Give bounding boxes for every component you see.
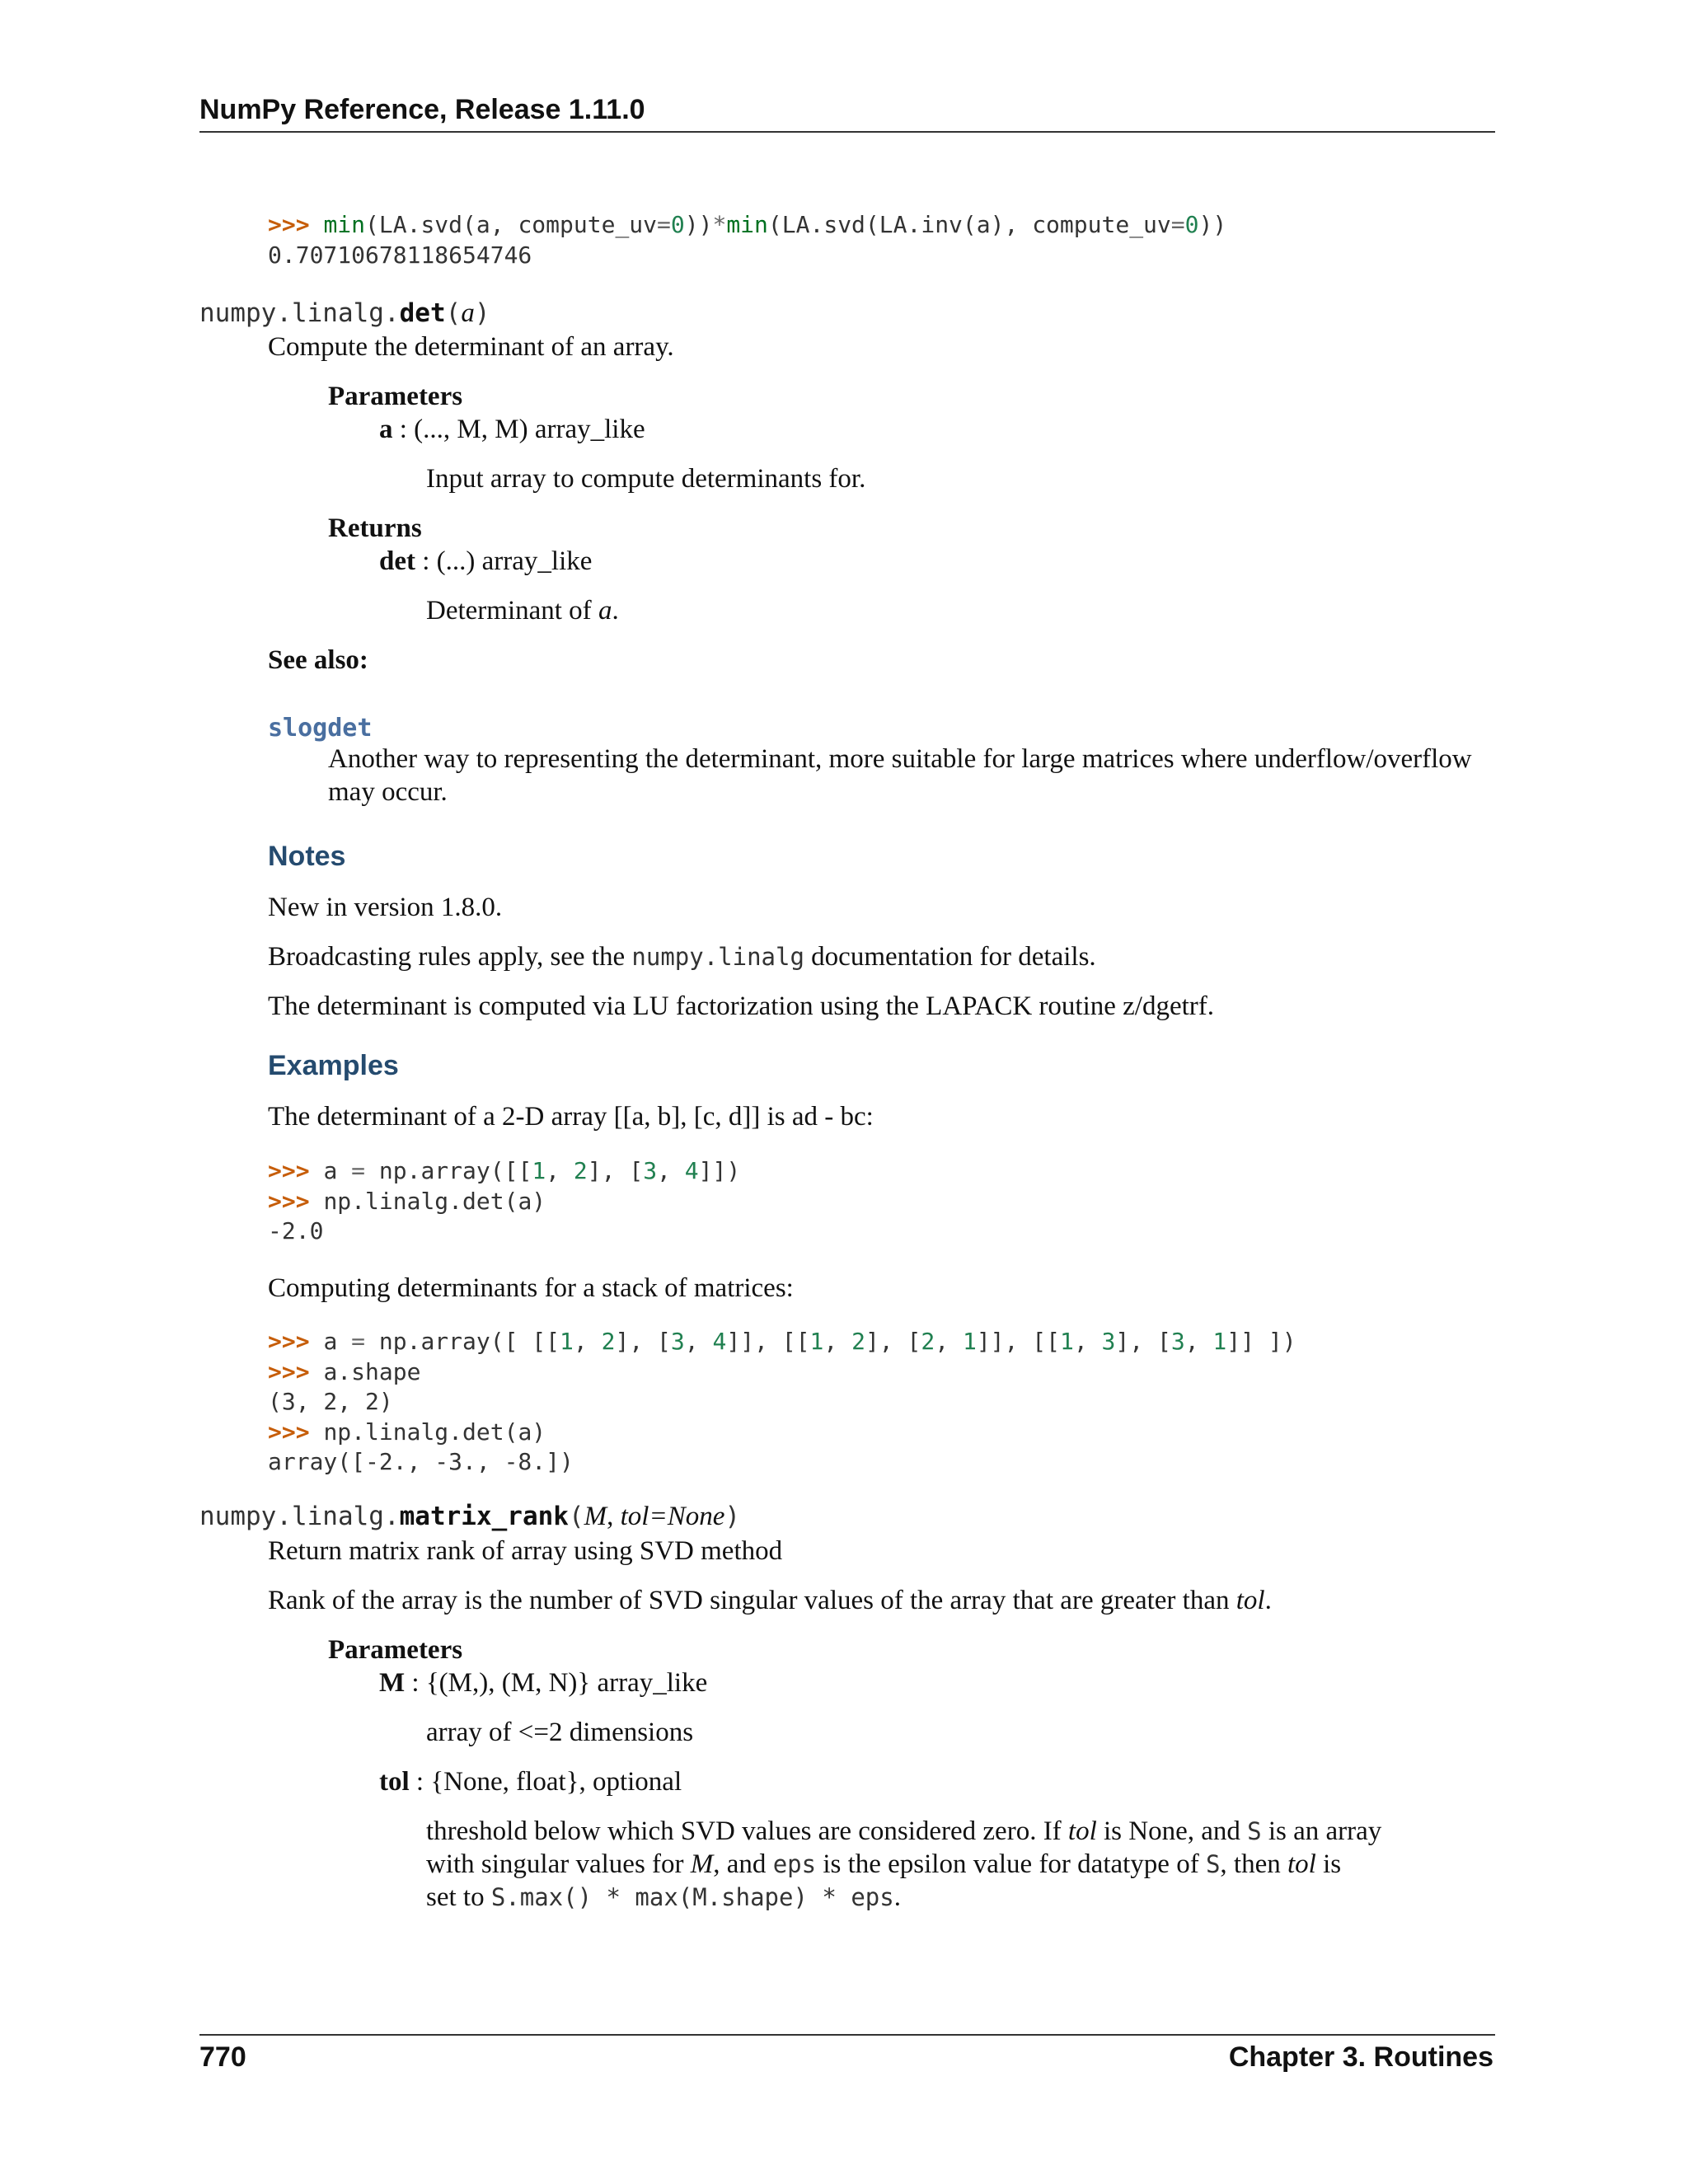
code-token: np.array([ [[ (365, 1328, 560, 1355)
code-token: ]], [[ (726, 1328, 810, 1355)
header-rule (199, 131, 1495, 133)
prompt: >>> (268, 1418, 324, 1446)
param-type: : {None, float}, optional (409, 1767, 682, 1797)
text: , and (713, 1849, 773, 1879)
top-code-block (268, 210, 1226, 270)
code-token: 3 (1101, 1328, 1116, 1355)
matrix-rank-param-M (379, 1666, 707, 1699)
running-header: NumPy Reference, Release 1.11.0 (199, 94, 645, 125)
text: . (612, 596, 619, 626)
prompt: >>> (268, 1157, 324, 1184)
code-token: = (351, 1157, 366, 1184)
footer-rule (199, 2034, 1495, 2036)
examples-intro-1: The determinant of a 2-D array [[a, b], [c, d]] is ad - bc: (268, 1102, 874, 1132)
text: is None, and (1096, 1816, 1248, 1846)
prompt: >>> (268, 211, 324, 238)
det-return-desc (426, 594, 619, 627)
code-token: 3 (670, 1328, 685, 1355)
det-summary: Compute the determinant of an array. (268, 332, 674, 362)
det-see-also-heading: See also: (268, 645, 368, 675)
examples-intro-2: Computing determinants for a stack of matrices: (268, 1273, 794, 1303)
code-token: , (546, 1157, 574, 1184)
det-param-a-desc: Input array to compute determinants for. (426, 464, 866, 494)
text: Determinant of (426, 596, 598, 626)
text: with singular values for (426, 1849, 691, 1879)
tol-desc-line2 (426, 1848, 1341, 1881)
code-token: * (712, 211, 727, 238)
inline-code: S (1205, 1850, 1221, 1878)
param-name: tol (379, 1767, 410, 1797)
text: tol (1236, 1586, 1265, 1615)
code-token: ], [ (615, 1328, 671, 1355)
see-also-desc-line2: may occur. (328, 777, 448, 807)
code-token: 0 (1184, 211, 1199, 238)
code-token: np.array([[ (365, 1157, 532, 1184)
tol-desc-line3 (426, 1881, 901, 1914)
see-also-slogdet-link[interactable] (268, 714, 372, 743)
code-token: ]] ]) (1226, 1328, 1296, 1355)
prompt: >>> (268, 1328, 324, 1355)
prompt: >>> (268, 1357, 324, 1385)
code-token: 2 (573, 1157, 588, 1184)
code-token: , (823, 1328, 852, 1355)
code-token: 4 (712, 1328, 727, 1355)
sig-function-name: det (399, 298, 446, 328)
text: is the epsilon value for datatype of (816, 1849, 1206, 1879)
matrix-rank-summary: Return matrix rank of array using SVD method (268, 1536, 783, 1566)
det-return-det (379, 545, 592, 578)
inline-code: eps (772, 1850, 817, 1878)
param-name: M (379, 1668, 406, 1698)
code-token: ]], [[ (976, 1328, 1060, 1355)
return-name: det (379, 546, 415, 576)
code-output: -2.0 (268, 1217, 324, 1244)
code-token: = (657, 211, 671, 238)
page-number: 770 (199, 2041, 246, 2073)
param-type: : (..., M, M) array_like (392, 415, 645, 444)
sig-paren: ( (568, 1502, 584, 1531)
code-token: , (1184, 1328, 1213, 1355)
matrix-rank-signature (199, 1502, 740, 1532)
code-token: , (573, 1328, 602, 1355)
inline-code: numpy.linalg (631, 943, 804, 971)
code-token: 0 (670, 211, 685, 238)
inline-code: S.max() * max(M.shape) * eps (490, 1883, 894, 1911)
xref-slogdet[interactable]: slogdet (268, 714, 373, 743)
code-token: np.linalg.det(a) (323, 1418, 546, 1446)
det-param-a (379, 413, 645, 446)
code-token: , (657, 1157, 685, 1184)
code-token: 2 (601, 1328, 616, 1355)
det-example-1 (268, 1156, 740, 1247)
code-token: , (684, 1328, 713, 1355)
text: . (893, 1882, 901, 1912)
code-token: = (1170, 211, 1185, 238)
chapter-label: Chapter 3. Routines (1228, 2041, 1493, 2073)
text: tol (1287, 1849, 1316, 1879)
sig-arg: a (461, 298, 475, 328)
text: is an array (1261, 1816, 1382, 1846)
code-token: 1 (962, 1328, 977, 1355)
code-token: ], [ (865, 1328, 921, 1355)
param-name: a (379, 415, 393, 444)
notes-line2 (268, 940, 1096, 973)
sig-arg: tol=None (620, 1502, 725, 1531)
det-example-2 (268, 1327, 1296, 1478)
text: documentation for details. (804, 942, 1096, 972)
notes-heading: Notes (268, 841, 346, 872)
code-output: 0.70710678118654746 (268, 241, 532, 269)
inline-code: S (1247, 1817, 1262, 1845)
code-token: , (1073, 1328, 1102, 1355)
matrix-rank-param-M-desc: array of <=2 dimensions (426, 1718, 694, 1747)
text: set to (426, 1882, 491, 1912)
notes-line1: New in version 1.8.0. (268, 893, 503, 922)
det-signature (199, 298, 490, 329)
sig-paren: ) (724, 1502, 741, 1531)
prompt: >>> (268, 1187, 324, 1215)
code-token: )) (1198, 211, 1227, 238)
code-token: 1 (1212, 1328, 1227, 1355)
code-output: array([-2., -3., -8.]) (268, 1448, 574, 1475)
text: , then (1220, 1849, 1287, 1879)
code-token: 2 (851, 1328, 865, 1355)
code-token: 1 (560, 1328, 574, 1355)
text: Broadcasting rules apply, see the (268, 942, 632, 972)
code-token: = (351, 1328, 366, 1355)
sig-sep: , (607, 1502, 621, 1531)
sig-paren: ) (474, 298, 490, 328)
matrix-rank-param-tol (379, 1765, 682, 1798)
code-output: (3, 2, 2) (268, 1388, 393, 1415)
code-token: min (726, 211, 768, 238)
code-token: 1 (532, 1157, 546, 1184)
code-token: ], [ (1115, 1328, 1171, 1355)
code-token: a (323, 1328, 352, 1355)
code-token: 2 (921, 1328, 935, 1355)
examples-heading: Examples (268, 1050, 399, 1081)
text: . (1264, 1586, 1272, 1615)
det-params-heading: Parameters (328, 382, 463, 411)
code-token: 3 (643, 1157, 658, 1184)
notes-line3: The determinant is computed via LU factorization using the LAPACK routine z/dgetrf. (268, 991, 1214, 1021)
code-token: np.linalg.det(a) (323, 1187, 546, 1215)
text: a (598, 596, 612, 626)
text: is (1315, 1849, 1342, 1879)
param-type: : {(M,), (M, N)} array_like (405, 1668, 708, 1698)
code-token: ]]) (698, 1157, 741, 1184)
sig-module: numpy.linalg. (199, 298, 400, 328)
text: Rank of the array is the number of SVD singular values of the array that are greater than (268, 1586, 1236, 1615)
matrix-rank-params-heading: Parameters (328, 1635, 463, 1665)
code-token: 1 (809, 1328, 824, 1355)
see-also-desc-line1: Another way to representing the determinant, more suitable for large matrices where underflow/overflow (328, 744, 1472, 774)
code-token: , (935, 1328, 963, 1355)
matrix-rank-desc (268, 1584, 1272, 1617)
tol-desc-line1 (426, 1815, 1381, 1848)
code-token: a.shape (323, 1357, 421, 1385)
text: threshold below which SVD values are considered zero. If (426, 1816, 1068, 1846)
sig-arg: M (584, 1502, 607, 1531)
code-token: (LA.svd(a, compute_uv (365, 211, 658, 238)
return-type: : (...) array_like (415, 546, 593, 576)
code-token: min (323, 211, 366, 238)
code-line (323, 1328, 1296, 1355)
code-token: )) (684, 211, 713, 238)
code-token: a (323, 1157, 352, 1184)
code-token: 3 (1170, 1328, 1185, 1355)
sig-paren: ( (445, 298, 462, 328)
text: M (690, 1849, 714, 1879)
sig-module: numpy.linalg. (199, 1502, 400, 1531)
code-token: (LA.svd(LA.inv(a), compute_uv (767, 211, 1171, 238)
code-token: ], [ (587, 1157, 644, 1184)
det-returns-heading: Returns (328, 513, 422, 543)
sig-function-name: matrix_rank (399, 1502, 569, 1531)
code-token: 1 (1059, 1328, 1074, 1355)
code-token: 4 (684, 1157, 699, 1184)
text: tol (1067, 1816, 1097, 1846)
